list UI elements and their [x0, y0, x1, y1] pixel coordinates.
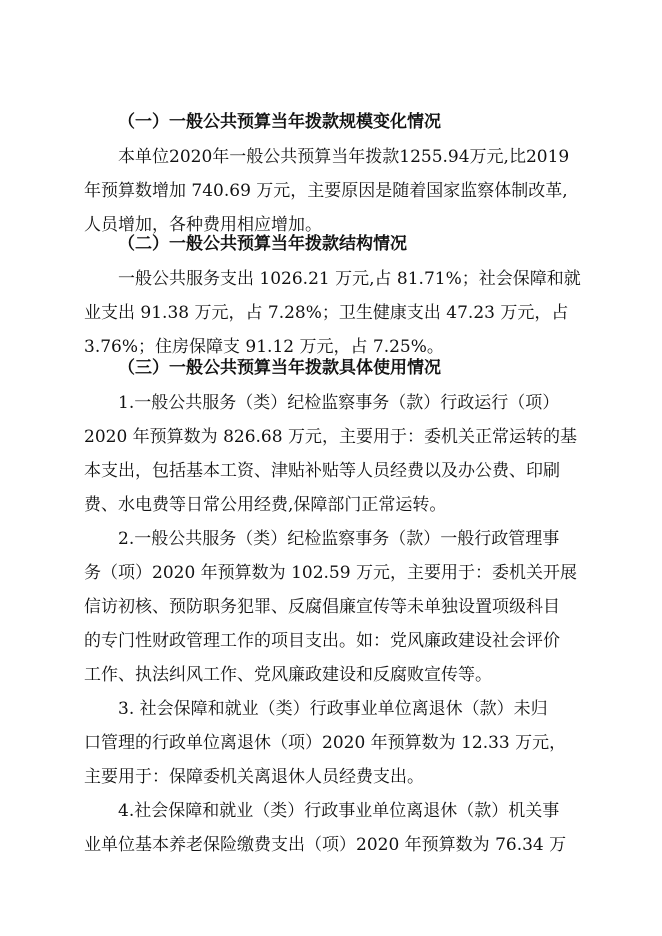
text-line: 年预算数增加 740.69 万元，主要原因是随着国家监察体制改革,	[84, 181, 568, 201]
text-line: 务（项）2020 年预算数为 102.59 万元，主要用于：委机关开展	[84, 563, 577, 583]
paragraph	[84, 692, 580, 794]
text-line: 费、水电费等日常公用经费,保障部门正常运转。	[84, 495, 447, 515]
text-line: 本单位2020年一般公共预算当年拨款1255.94万元,比2019	[118, 147, 570, 167]
text-line: 一般公共服务支出 1026.21 万元,占 81.71%；社会保障和就	[118, 269, 581, 289]
section-heading: （三）一般公共预算当年拨款具体使用情况	[118, 358, 441, 378]
text-line: 信访初核、预防职务犯罪、反腐倡廉宣传等未单独设置项级科目	[84, 597, 560, 617]
text-line: 2.一般公共服务（类）纪检监察事务（款）一般行政管理事	[118, 529, 560, 549]
text-line: 本支出，包括基本工资、津贴补贴等人员经费以及办公费、印刷	[84, 461, 560, 481]
text-line: 1.一般公共服务（类）纪检监察事务（款）行政运行（项）	[118, 393, 560, 413]
paragraph	[84, 794, 580, 862]
text-line: 4.社会保障和就业（类）行政事业单位离退休（款）机关事	[118, 801, 560, 821]
text-line: 主要用于：保障委机关离退休人员经费支出。	[84, 767, 424, 787]
text-line: 口管理的行政单位离退休（项）2020 年预算数为 12.33 万元，	[84, 733, 567, 753]
section-1	[84, 104, 580, 242]
paragraph	[84, 386, 580, 522]
section-heading: （二）一般公共预算当年拨款结构情况	[118, 234, 407, 254]
section-3	[84, 350, 580, 862]
text-line: 的专门性财政管理工作的项目支出。如：党风廉政建设社会评价	[84, 631, 560, 651]
section-2	[84, 226, 580, 364]
text-line: 业单位基本养老保险缴费支出（项）2020 年预算数为 76.34 万	[84, 835, 567, 855]
text-line: 3.76%；住房保障支 91.12 万元，占 7.25%。	[84, 337, 444, 357]
text-line: 3. 社会保障和就业（类）行政事业单位离退休（款）未归	[118, 699, 548, 719]
paragraph	[84, 262, 580, 364]
text-line: 工作、执法纠风工作、党风廉政建设和反腐败宣传等。	[84, 665, 492, 685]
text-line: 2020 年预算数为 826.68 万元，主要用于：委机关正常运转的基	[84, 427, 577, 447]
paragraph	[84, 522, 580, 692]
section-heading: （一）一般公共预算当年拨款规模变化情况	[118, 112, 441, 132]
text-line: 人员增加，各种费用相应增加。	[84, 215, 322, 235]
text-line: 业支出 91.38 万元，占 7.28%；卫生健康支出 47.23 万元，占	[84, 303, 569, 323]
